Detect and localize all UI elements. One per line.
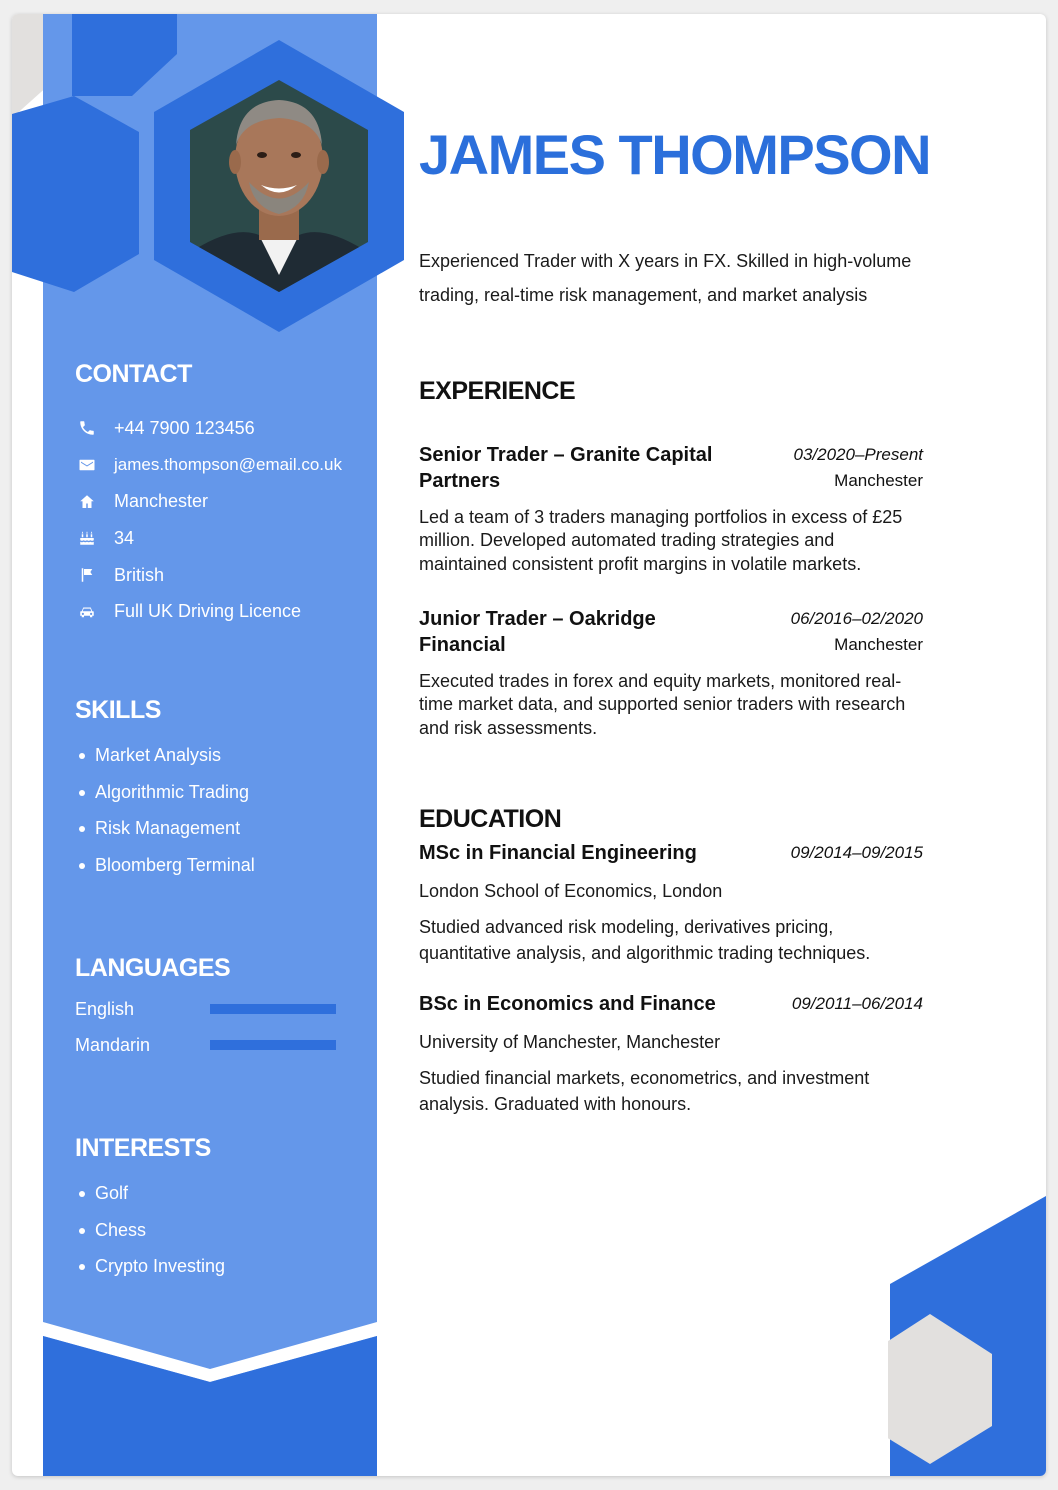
degree-dates: 09/2014–09/2015 (790, 843, 923, 862)
job-dates: 03/2020–Present (793, 445, 923, 464)
languages-heading: LANGUAGES (75, 954, 231, 982)
skills-list (75, 737, 365, 884)
school-name: University of Manchester, Manchester (419, 1032, 721, 1052)
list-item: Bloomberg Terminal (75, 847, 365, 884)
list-item: Chess (75, 1212, 365, 1249)
contact-phone[interactable] (75, 410, 375, 447)
contact-email-text: james.thompson@email.co.uk (114, 455, 342, 475)
contact-age (75, 520, 375, 557)
degree-description: Studied advanced risk modeling, derivatives pricing, quantitative analysis, and algorithmic trading techniques. (419, 917, 871, 963)
job-dates: 06/2016–02/2020 (790, 609, 923, 628)
language-row (75, 1030, 345, 1060)
contact-nationality (75, 557, 375, 594)
interests-list (75, 1175, 365, 1285)
contact-nationality-text: British (114, 564, 165, 585)
degree-title: BSc in Economics and Finance (419, 993, 716, 1015)
job-description: Led a team of 3 traders managing portfolios in excess of £25 million. Developed automated trading strategies and maintained consistent profit margins in volatile markets. (419, 507, 903, 574)
contact-list (75, 410, 375, 630)
cake-icon (78, 528, 102, 548)
job-description: Executed trades in forex and equity markets, monitored real-time market data, and supported senior traders with research and risk assessments. (419, 671, 906, 738)
list-item: Market Analysis (75, 737, 365, 774)
job-title: Senior Trader – Granite Capital Partners (419, 444, 713, 492)
language-level-bar (210, 1004, 336, 1014)
experience-heading: EXPERIENCE (419, 377, 576, 405)
sidebar-bottom-decoration (43, 1314, 377, 1476)
list-item: Risk Management (75, 810, 365, 847)
flag-icon (78, 565, 102, 585)
degree-description: Studied financial markets, econometrics, and investment analysis. Graduated with honours. (419, 1068, 870, 1114)
contact-phone-text: +44 7900 123456 (114, 417, 255, 438)
profile-summary: Experienced Trader with X years in FX. Skilled in high-volume trading, real-time risk management, and market analysis (419, 251, 912, 305)
phone-icon (78, 418, 102, 438)
language-row (75, 994, 345, 1024)
degree-dates: 09/2011–06/2014 (791, 994, 923, 1013)
job-title: Junior Trader – Oakridge Financial (419, 608, 656, 656)
candidate-name: JAMES THOMPSON (419, 123, 931, 186)
degree-title: MSc in Financial Engineering (419, 842, 697, 864)
list-item: Crypto Investing (75, 1248, 365, 1285)
contact-licence (75, 593, 375, 630)
home-icon (78, 492, 102, 512)
contact-location (75, 483, 375, 520)
language-name: English (75, 999, 135, 1019)
interests-heading: INTERESTS (75, 1134, 211, 1162)
list-item: Golf (75, 1175, 365, 1212)
education-heading: EDUCATION (419, 805, 562, 833)
resume-page (12, 14, 1046, 1476)
job-location: Manchester (834, 471, 923, 490)
list-item: Algorithmic Trading (75, 774, 365, 811)
profile-photo (154, 40, 404, 332)
language-name: Mandarin (75, 1035, 151, 1055)
contact-age-text: 34 (114, 527, 135, 548)
language-level-bar (210, 1040, 336, 1050)
school-name: London School of Economics, London (419, 881, 723, 901)
contact-email[interactable] (75, 447, 375, 484)
contact-heading: CONTACT (75, 360, 192, 388)
contact-licence-text: Full UK Driving Licence (114, 601, 302, 622)
skills-heading: SKILLS (75, 696, 161, 724)
car-icon (78, 602, 102, 622)
envelope-icon (78, 455, 102, 475)
contact-location-text: Manchester (114, 491, 209, 512)
bottom-right-decoration (888, 1194, 1046, 1476)
job-location: Manchester (834, 635, 923, 654)
